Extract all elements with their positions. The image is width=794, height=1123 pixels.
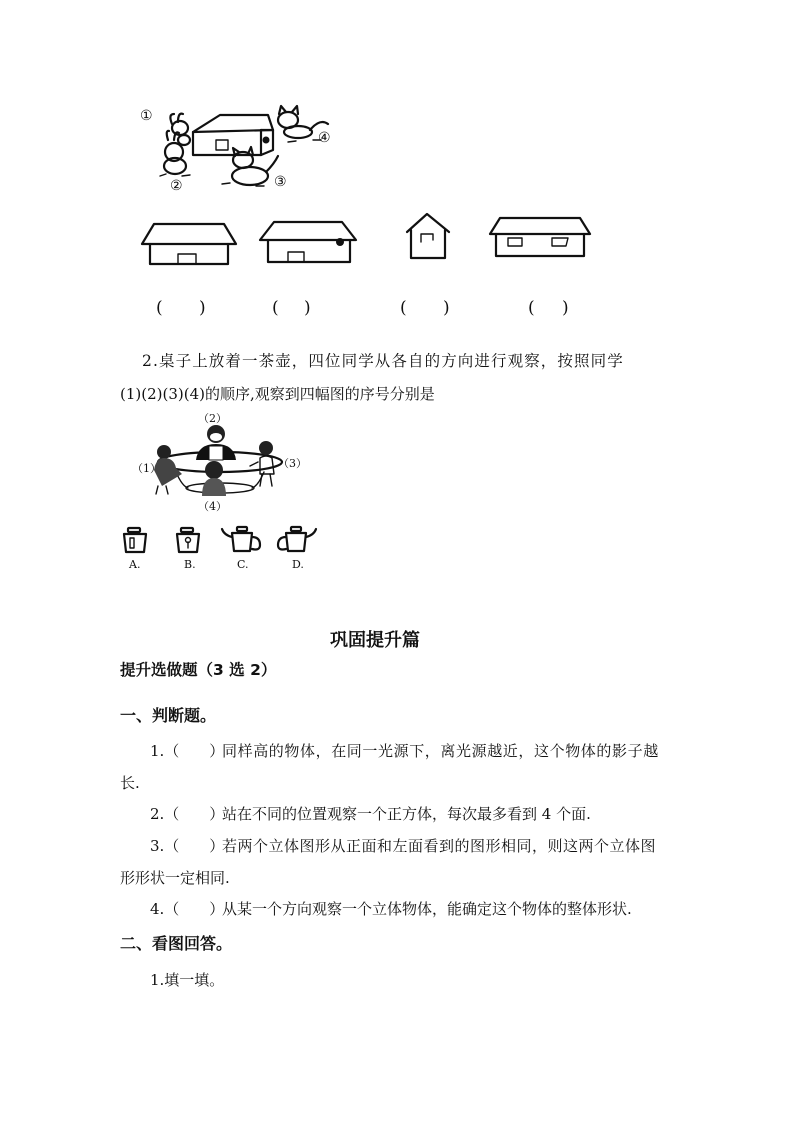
house-view-2	[258, 218, 358, 266]
students-table-figure	[132, 410, 312, 514]
position-label-4: （4）	[198, 500, 227, 513]
marker-2: ②	[170, 178, 183, 194]
house-view-3	[403, 212, 455, 262]
q2-line-1: 2.桌子上放着一茶壶，四位同学从各自的方向进行观察，按照同学	[142, 352, 624, 370]
judge-item-4-num: 4.（ ）	[150, 900, 225, 918]
option-c-label: C.	[237, 558, 249, 571]
teapot-view-c	[220, 525, 264, 557]
subtitle: 提升选做题（3 选 2）	[120, 661, 277, 679]
marker-4: ④	[318, 130, 331, 146]
judge-item-4-text: 从某一个方向观察一个立体物体，能确定这个物体的整体形状.	[222, 900, 632, 918]
part2-heading: 二、看图回答。	[120, 934, 233, 953]
marker-1: ①	[140, 108, 153, 124]
option-d-label: D.	[292, 558, 304, 571]
teapot-view-b	[173, 526, 203, 556]
judge-item-2-num: 2.（ ）	[150, 805, 225, 823]
answer-paren-3-close: )	[443, 298, 450, 318]
part2-item-1: 1.填一填。	[150, 971, 225, 989]
option-a-label: A.	[129, 558, 141, 571]
answer-paren-1-close: )	[199, 298, 206, 318]
judge-item-3-text: 若两个立体图形从正面和左面看到的图形相同，则这两个立体图	[222, 837, 657, 855]
answer-paren-4-open: (	[528, 298, 535, 318]
judge-item-1-text: 同样高的物体，在同一光源下，离光源越近，这个物体的影子越	[222, 742, 659, 760]
teapot-view-a	[120, 526, 150, 556]
answer-paren-2-open: (	[272, 298, 279, 318]
marker-3: ③	[274, 174, 287, 190]
judge-item-1-num: 1.（ ）	[150, 742, 225, 760]
part1-heading: 一、判断题。	[120, 706, 217, 725]
animal-house-drawing	[138, 100, 338, 195]
judge-item-1-cont: 长.	[120, 774, 140, 792]
judge-item-2-text: 站在不同的位置观察一个正方体，每次最多看到 4 个面.	[222, 805, 591, 823]
judge-item-3-cont: 形形状一定相同.	[120, 869, 230, 887]
answer-paren-3-open: (	[400, 298, 407, 318]
teapot-view-d	[274, 525, 318, 557]
position-label-3: （3）	[278, 457, 307, 470]
answer-paren-2-close: )	[304, 298, 311, 318]
answer-paren-1-open: (	[156, 298, 163, 318]
house-view-1	[140, 220, 240, 268]
judge-item-3-num: 3.（ ）	[150, 837, 225, 855]
position-label-1: （1）	[132, 462, 161, 475]
q2-line-2: (1)(2)(3)(4)的顺序,观察到四幅图的序号分别是	[120, 385, 435, 403]
option-b-label: B.	[184, 558, 196, 571]
position-label-2: （2）	[198, 412, 227, 425]
house-view-4	[488, 214, 592, 260]
section-title: 巩固提升篇	[330, 630, 420, 651]
answer-paren-4-close: )	[562, 298, 569, 318]
animal-house-figure	[138, 100, 338, 195]
